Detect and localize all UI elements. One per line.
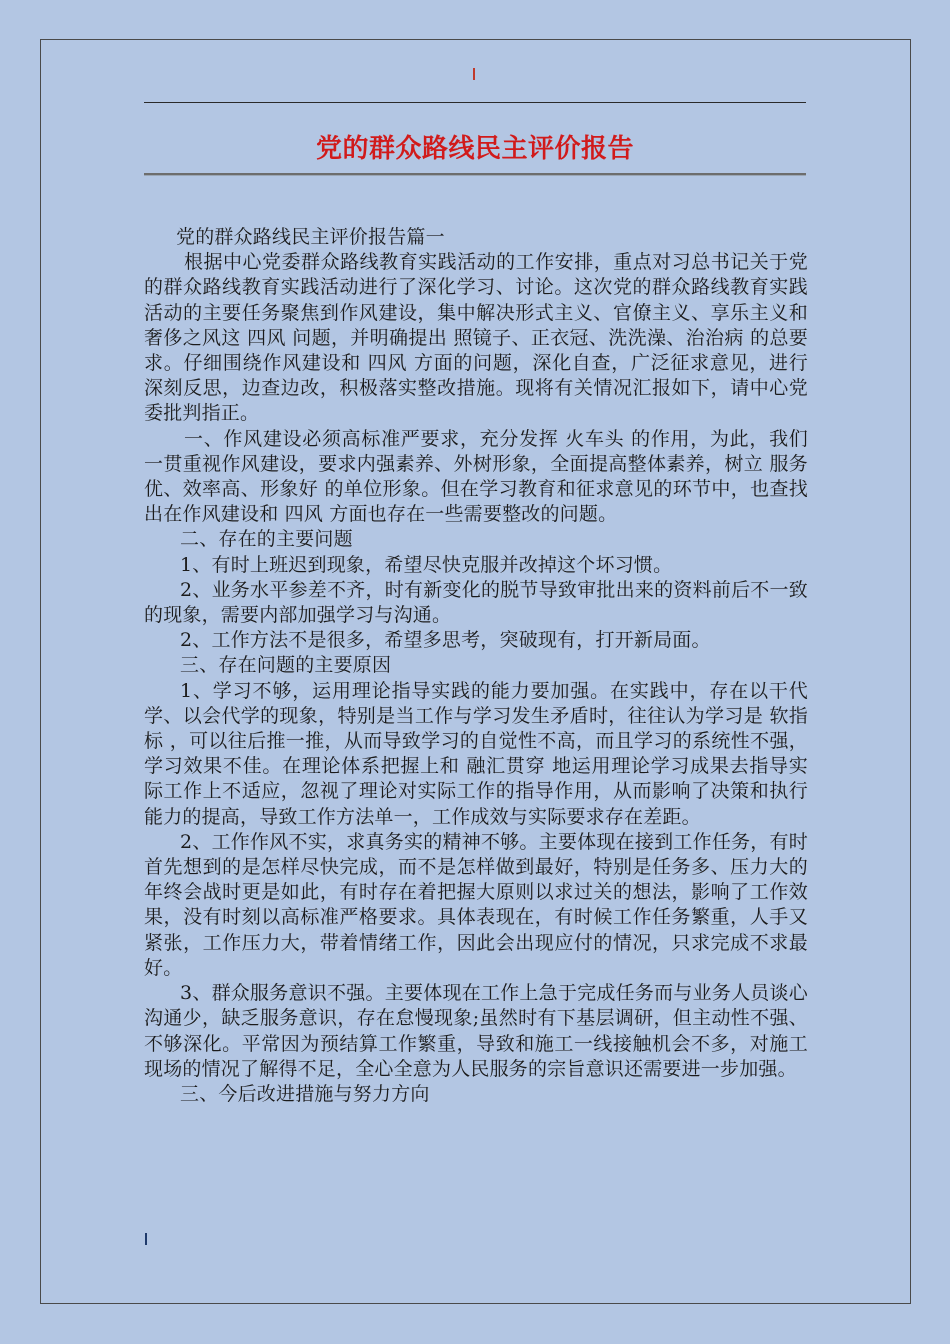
- header-mark: [473, 68, 475, 80]
- cause-item-1: 1、学习不够，运用理论指导实践的能力要加强。在实践中，存在以干代学、以会代学的现象，特别是当工作与学习发生矛盾时，往往认为学习是 软指标 ，可以往后推一推，从而导致学习的自觉性不高，而且学习的系统性不强，学习效果不佳。在理论体系把握上和 融汇贯穿 地运用理论学习成果去指导实际工作上不适应，忽视了理论对实际工作的指导作用，从而影响了决策和执行能力的提高，导致工作方法单一，工作成效与实际要求存在差距。: [144, 679, 808, 828]
- footer-mark: [145, 1233, 147, 1245]
- document-subtitle: 党的群众路线民主评价报告篇一: [176, 226, 445, 248]
- heading-main-problems: 二、存在的主要问题: [180, 528, 353, 551]
- problem-item-3: 2、工作方法不是很多，希望多思考，突破现有，打开新局面。: [180, 629, 711, 652]
- cause-item-2: 2、工作作风不实，求真务实的精神不够。主要体现在接到工作任务，有时首先想到的是怎样尽快完成，而不是怎样做到最好，特别是任务多、压力大的年终会战时更是如此，有时存在着把握大原则以求过关的想法，影响了工作效果，没有时刻以高标准严格要求。具体表现在，有时候工作任务繁重，人手又紧张，工作压力大，带着情绪工作，因此会出现应付的情况，只求完成不求最好。: [144, 830, 808, 979]
- document-body: [144, 225, 808, 1107]
- heading-improvements: 三、今后改进措施与努力方向: [180, 1082, 430, 1105]
- problem-item-1: 1、有时上班迟到现象，希望尽快克服并改掉这个坏习惯。: [180, 553, 673, 576]
- document-title: 党的群众路线民主评价报告: [315, 134, 634, 164]
- heading-main-causes: 三、存在问题的主要原因: [180, 654, 392, 677]
- cause-item-3: 3、群众服务意识不强。主要体现在工作上急于完成任务而与业务人员谈心沟通少，缺乏服务意识，存在怠慢现象;虽然时有下基层调研，但主动性不强、不够深化。平常因为预结算工作繁重，导致和施工一线接触机会不多，对施工现场的情况了解得不足，全心全意为人民服务的宗旨意识还需要进一步加强。: [144, 982, 808, 1080]
- problem-item-2: 2、业务水平参差不齐，时有新变化的脱节导致审批出来的资料前后不一致的现象，需要内部加强学习与沟通。: [144, 578, 808, 627]
- header-rule: [144, 102, 806, 103]
- paragraph-section-1: 一、作风建设必须高标准严要求，充分发挥 火车头 的作用，为此，我们一贯重视作风建设，要求内强素养、外树形象，全面提高整体素养，树立 服务优、效率高、形象好 的单位形象。但在学习教育和征求意见的环节中，也查找出在作风建设和 四风 方面也存在一些需要整改的问题。: [144, 427, 808, 526]
- paragraph-intro: 根据中心党委群众路线教育实践活动的工作安排，重点对习总书记关于党的群众路线教育实践活动进行了深化学习、讨论。这次党的群众路线教育实践活动的主要任务聚焦到作风建设，集中解决形式主义、官僚主义、享乐主义和奢侈之风这 四风 问题，并明确提出 照镜子、正衣冠、洗洗澡、治治病 的总要求。仔细围绕作风建设和 四风 方面的问题，深化自查，广泛征求意见，进行深刻反思，边查边改，积极落实整改措施。现将有关情况汇报如下，请中心党委批判指正。: [144, 251, 808, 425]
- title-rule: [144, 173, 806, 175]
